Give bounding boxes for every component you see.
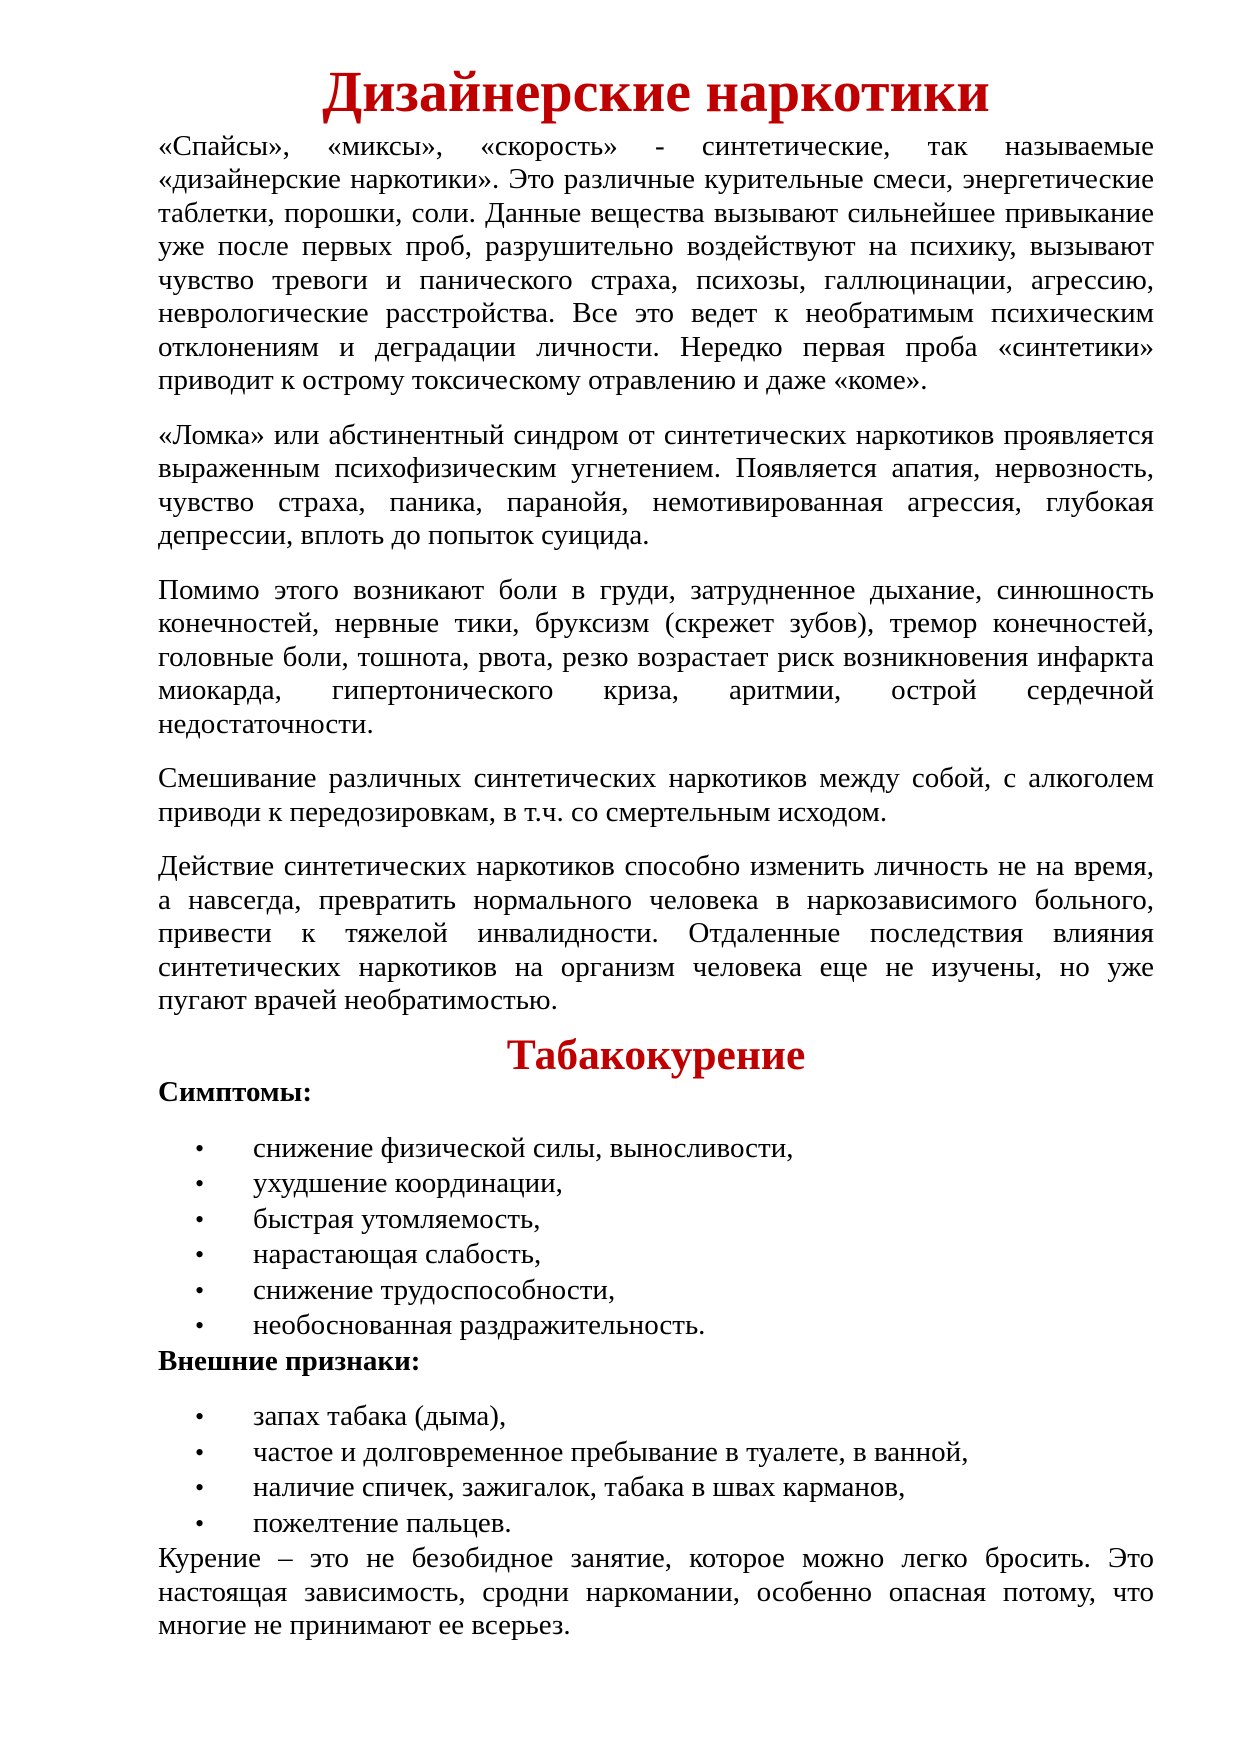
list-item [158, 1507, 1154, 1541]
list-item-text: снижение физической силы, выносливости, [253, 1131, 794, 1164]
bullet-icon: • [195, 1133, 205, 1163]
list-item [158, 1274, 1154, 1308]
paragraph-long-term: Действие синтетических наркотиков способно изменить личность не на время, а навсегда, превратить нормального человека в наркозависимого больного, привести к тяжелой инвалидности. Отдаленные последствия влияния синтетических наркотиков на организм человека еще не изучены, но уже пугают врачей необратимостью. [158, 850, 1154, 1016]
symptoms-list [158, 1132, 1154, 1343]
list-item [158, 1436, 1154, 1470]
list-item-text: снижение трудоспособности, [253, 1273, 616, 1306]
bullet-icon: • [195, 1508, 205, 1538]
list-item-text: ухудшение координации, [253, 1167, 563, 1199]
list-item [158, 1400, 1154, 1434]
paragraph-withdrawal: «Ломка» или абстинентный синдром от синтетических наркотиков проявляется выраженным психофизическим угнетением. Появляется апатия, нервозность, чувство страха, паника, паранойя, немотивированная агрессия, глубокая депрессии, вплоть до попыток суицида. [158, 418, 1154, 551]
list-item [158, 1471, 1154, 1505]
list-item [158, 1167, 1154, 1201]
bullet-icon: • [195, 1473, 205, 1502]
external-signs-heading: Внешние признаки: [158, 1344, 421, 1377]
section-title-tobacco: Табакокурение [506, 1030, 806, 1079]
bullet-icon: • [195, 1169, 205, 1198]
bullet-icon: • [195, 1204, 205, 1234]
list-item [158, 1203, 1154, 1237]
list-item [158, 1238, 1154, 1272]
paragraph-smoking-closing: Курение – это не безобидное занятие, которое можно легко бросить. Это настоящая зависимость, сродни наркомании, особенно опасная потому, что многие не принимают ее всерьез. [158, 1542, 1154, 1641]
list-item-text: нарастающая слабость, [253, 1238, 542, 1270]
external-signs-list [158, 1400, 1154, 1540]
paragraph-mixing: Смешивание различных синтетических наркотиков между собой, с алкоголем приводи к передозировкам, в т.ч. со смертельным исходом. [158, 762, 1154, 828]
list-item [158, 1309, 1154, 1343]
paragraph-spices: «Спайсы», «миксы», «скорость» - синтетические, так называемые «дизайнерские наркотики». Это различные курительные смеси, энергетические таблетки, порошки, соли. Данные вещества вызывают сильнейшее привыкание уже после первых проб, разрушительно воздействуют на психику, вызывают чувство тревоги и панического страха, психозы, галлюцинации, агрессию, неврологические расстройства. Все это ведет к необратимым психическим отклонениям и деградации личности. Нередко первая проба «синтетики» приводит к острому токсическому отравлению и даже «коме». [158, 129, 1154, 396]
bullet-icon: • [195, 1275, 205, 1305]
list-item-text: наличие спичек, зажигалок, табака в швах карманов, [253, 1471, 906, 1503]
bullet-icon: • [195, 1240, 205, 1269]
bullet-icon: • [195, 1311, 205, 1340]
list-item-text: пожелтение пальцев. [253, 1506, 512, 1539]
bullet-icon: • [195, 1437, 205, 1467]
list-item-text: запах табака (дыма), [253, 1400, 507, 1432]
symptoms-heading: Симптомы: [158, 1076, 312, 1108]
paragraph-physical-effects: Помимо этого возникают боли в груди, затрудненное дыхание, синюшность конечностей, нервные тики, бруксизм (скрежет зубов), тремор конечностей, головные боли, тошнота, рвота, резко возрастает риск возникновения инфаркта миокарда, гипертонического криза, аритмии, острой сердечной недостаточности. [158, 573, 1154, 740]
bullet-icon: • [195, 1402, 205, 1431]
list-item-text: быстрая утомляемость, [253, 1202, 541, 1235]
list-item [158, 1132, 1154, 1166]
document-title: Дизайнерские наркотики [322, 59, 990, 124]
list-item-text: необоснованная раздражительность. [253, 1309, 706, 1341]
list-item-text: частое и долговременное пребывание в туалете, в ванной, [253, 1435, 969, 1468]
